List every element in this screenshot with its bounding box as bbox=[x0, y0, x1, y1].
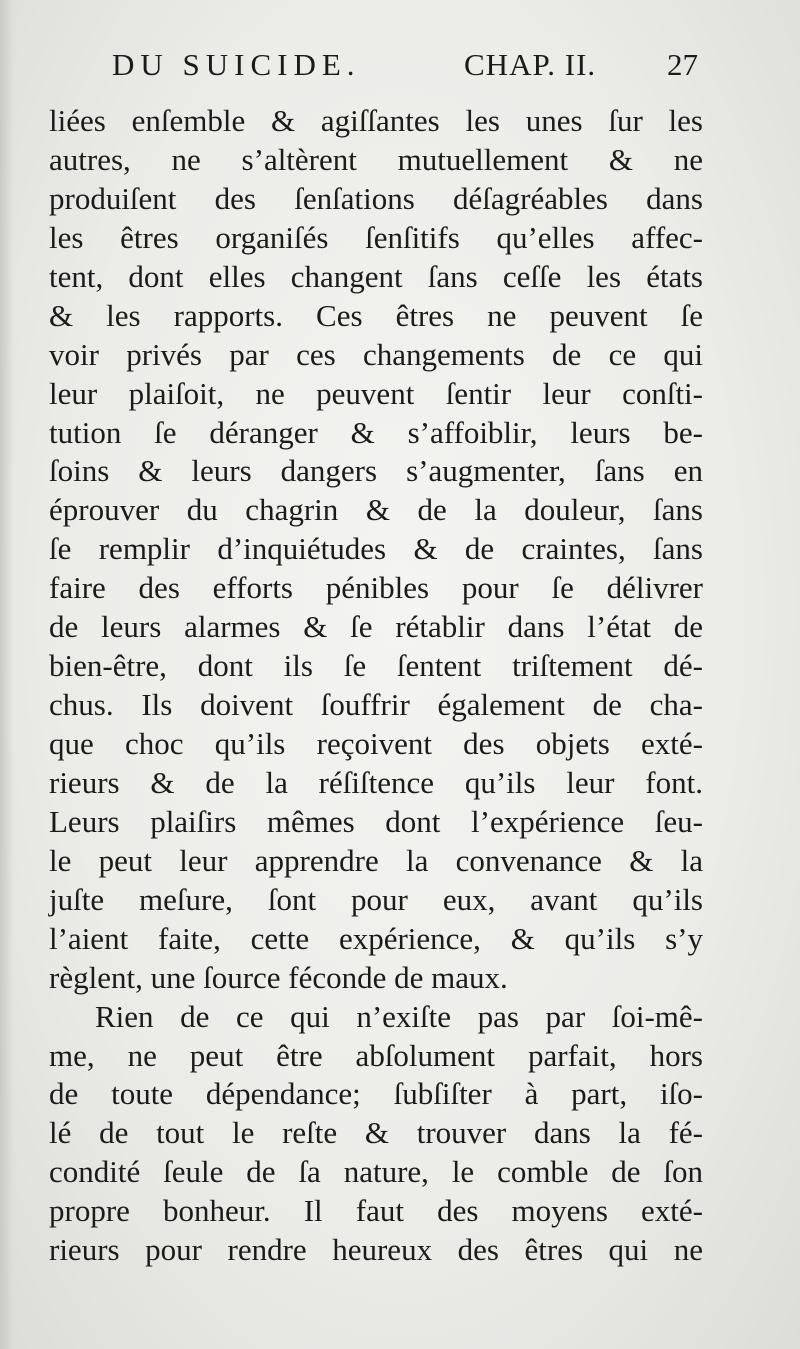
text-line: lé de tout le reſte & trouver dans la fé- bbox=[49, 1115, 703, 1151]
text-line: condité ſeule de ſa nature, le comble de ſon bbox=[49, 1154, 703, 1190]
text-line: Rien de ce qui n’exiſte pas par ſoi-mê- bbox=[95, 998, 703, 1034]
text-line: les êtres organiſés ſenſitifs qu’elles affec- bbox=[49, 219, 703, 255]
text-line: tent, dont elles changent ſans ceſſe les états bbox=[49, 258, 703, 294]
running-title: DU SUICIDE. bbox=[112, 47, 361, 82]
text-line: & les rapports. Ces êtres ne peuvent ſe bbox=[49, 297, 703, 333]
text-line: faire des efforts pénibles pour ſe délivrer bbox=[49, 570, 703, 606]
text-line: tution ſe déranger & s’affoiblir, leurs be- bbox=[49, 414, 703, 450]
text-line: leur plaiſoit, ne peuvent ſentir leur conſti- bbox=[49, 375, 703, 411]
text-line: liées enſemble & agiſſantes les unes ſur les bbox=[49, 103, 703, 138]
text-line: rieurs pour rendre heureux des êtres qui ne bbox=[49, 1232, 703, 1268]
text-line: ſoins & leurs dangers s’augmenter, ſans en bbox=[49, 453, 703, 489]
text-line: de toute dépendance; ſubſiſter à part, iſo- bbox=[49, 1076, 703, 1112]
text-line: Leurs plaiſirs mêmes dont l’expérience ſeu- bbox=[49, 803, 703, 839]
text-line: le peut leur apprendre la convenance & la bbox=[49, 842, 703, 878]
text-line: chus. Ils doivent ſouffrir également de cha- bbox=[49, 687, 703, 723]
body-text bbox=[49, 102, 703, 1270]
paragraph-1 bbox=[49, 102, 703, 998]
text-line: ſe remplir d’inquiétudes & de craintes, ſans bbox=[49, 531, 703, 567]
text-line: de leurs alarmes & ſe rétablir dans l’état de bbox=[49, 609, 703, 645]
text-line: bien-être, dont ils ſe ſentent triſtement dé- bbox=[49, 648, 703, 684]
paragraph-2 bbox=[49, 998, 703, 1271]
text-line: voir privés par ces changements de ce qui bbox=[49, 336, 703, 372]
page-number: 27 bbox=[667, 47, 698, 82]
text-line: que choc qu’ils reçoivent des objets exté- bbox=[49, 726, 703, 761]
text-line: l’aient faite, cette expérience, & qu’ils s’y bbox=[49, 920, 703, 956]
text-line: éprouver du chagrin & de la douleur, ſans bbox=[49, 492, 703, 528]
chapter-label: CHAP. II. bbox=[464, 47, 597, 82]
page-edge-shadow bbox=[0, 0, 14, 1349]
text-line: juſte meſure, ſont pour eux, avant qu’ils bbox=[49, 881, 703, 917]
running-header bbox=[112, 45, 698, 87]
text-line: autres, ne s’altèrent mutuellement & ne bbox=[49, 141, 703, 177]
text-line: propre bonheur. Il faut des moyens exté- bbox=[49, 1193, 703, 1229]
text-line: me, ne peut être abſolument parfait, hors bbox=[49, 1037, 703, 1073]
text-line: rieurs & de la réſiſtence qu’ils leur font. bbox=[49, 764, 703, 800]
text-line: règlent, une ſource féconde de maux. bbox=[49, 959, 508, 995]
text-line: produiſent des ſenſations déſagréables dans bbox=[49, 180, 703, 216]
